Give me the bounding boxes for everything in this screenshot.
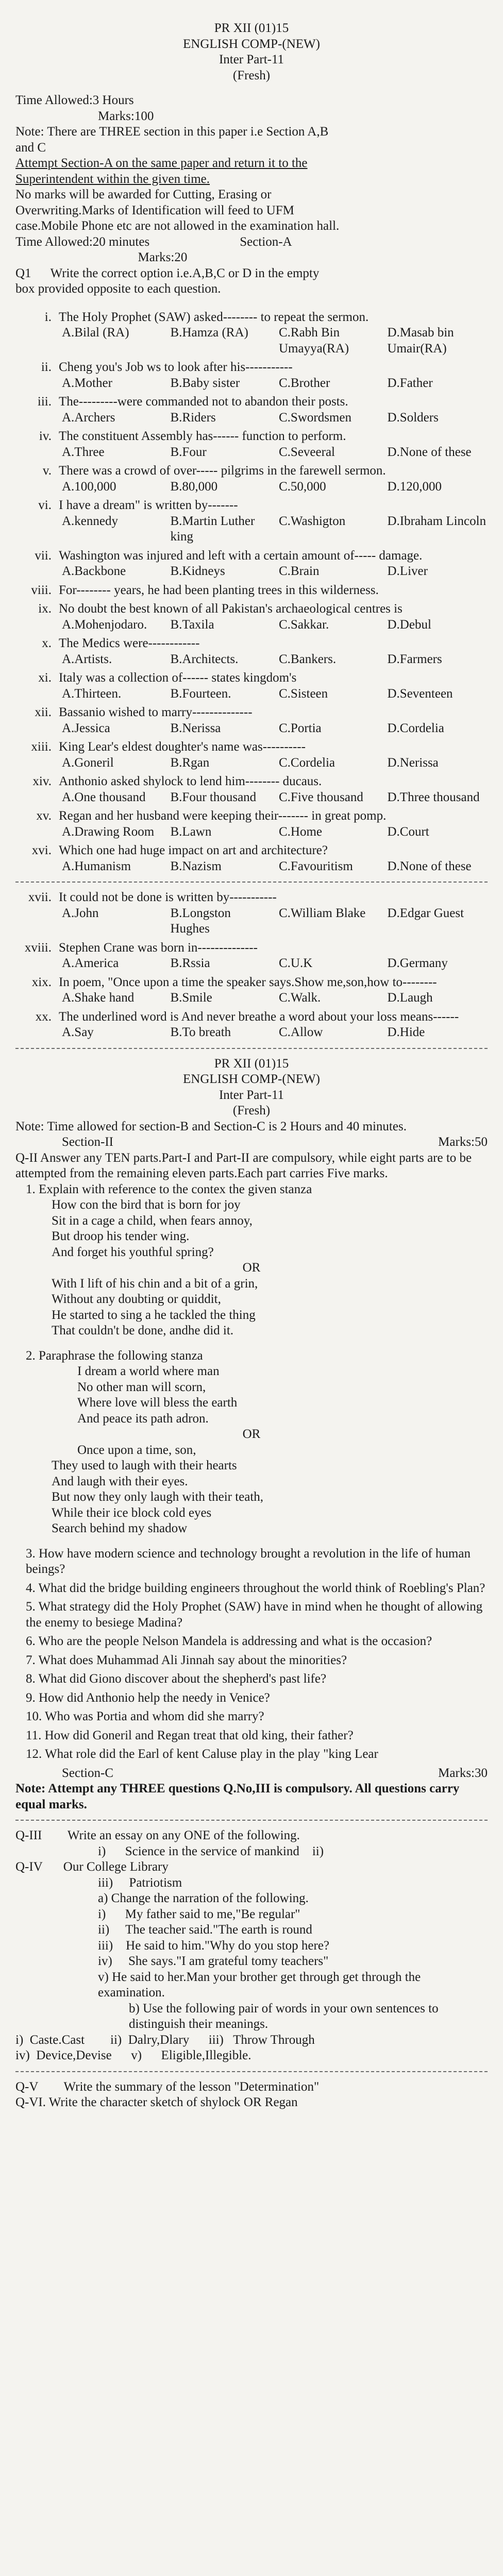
mcq-number: iii.	[37, 395, 52, 409]
paper-subject: ENGLISH COMP-(NEW)	[183, 37, 320, 51]
mcq-question: The---------were commanded not to abandon their posts.	[59, 395, 348, 409]
mcq-question-line	[15, 463, 488, 479]
mcq-options	[15, 906, 488, 937]
mcq-option[interactable]: A.Mother	[62, 376, 112, 390]
mcq-option[interactable]: C.Swordsmen	[279, 410, 351, 425]
question-4-part-b: b) Use the following pair of words in your own sentences to distinguish their meanings.	[129, 2001, 439, 2031]
mcq-option[interactable]: A.Three	[62, 445, 105, 459]
mcq-options	[15, 564, 488, 580]
paper-subject: ENGLISH COMP-(NEW)	[183, 1072, 320, 1086]
mcq-item	[15, 310, 488, 357]
mcq-options	[15, 617, 488, 633]
stanza-line: And laugh with their eyes.	[52, 1474, 188, 1488]
mcq-question: For-------- years, he had been planting trees in this wilderness.	[59, 583, 379, 597]
paper-code: PR XII (01)15	[214, 1056, 289, 1071]
mcq-option[interactable]: A.Shake hand	[62, 991, 135, 1005]
section-c-note: Note: Attempt any THREE questions Q.No,III is compulsory. All questions carry equal marks.	[15, 1782, 460, 1811]
mcq-option[interactable]: A.Goneril	[62, 755, 114, 770]
mcq-question: Anthonio asked shylock to lend him-------- ducaus.	[59, 774, 322, 788]
mcq-question: Bassanio wished to marry--------------	[59, 705, 253, 719]
stanza-line: How con the bird that is born for joy	[52, 1198, 241, 1212]
mcq-options	[15, 410, 488, 426]
mcq-number: ii.	[41, 360, 52, 374]
mcq-question-line	[15, 670, 488, 686]
mcq-option[interactable]: D.Ibraham Lincoln	[387, 514, 487, 528]
mcq-option[interactable]: A.Bilal (RA)	[62, 326, 129, 340]
mcq-item	[15, 548, 488, 580]
stanza-line: Search behind my shadow	[52, 1521, 188, 1535]
paper-fresh: (Fresh)	[232, 68, 271, 82]
section-b-marks: Marks:50	[438, 1135, 488, 1149]
mcq-option[interactable]: A.Mohenjodaro.	[62, 617, 147, 632]
section-c-title: Section-C	[62, 1766, 113, 1780]
mcq-options	[15, 652, 488, 668]
note-line: Note: There are THREE section in this paper i.e Section A,B	[15, 125, 329, 139]
mcq-question: The constituent Assembly has------ function to perform.	[59, 429, 346, 443]
stanza-line: Sit in a cage a child, when fears annoy,	[52, 1213, 253, 1228]
mcq-question: Which one had huge impact on art and architecture?	[59, 843, 328, 857]
mcq-option[interactable]: B.Baby sister	[170, 376, 240, 390]
mcq-option[interactable]: B.Riders	[170, 410, 216, 425]
mcq-options	[15, 445, 488, 461]
short-question: 9. How did Anthonio help the needy in Venice?	[26, 1690, 270, 1705]
mcq-number: ix.	[38, 602, 52, 616]
mcq-list	[15, 310, 488, 1041]
mcq-number: xiv.	[32, 774, 52, 788]
mcq-option[interactable]: C.Home	[279, 824, 323, 839]
mcq-option[interactable]: D.Three thousand	[387, 790, 480, 804]
q4-row	[15, 1859, 488, 1875]
stanza-4	[15, 1443, 488, 1537]
short-question: 4. What did the bridge building engineers throughout the world think of Roebling's Plan?	[26, 1581, 485, 1595]
question-3: Q-III Write an essay on any ONE of the following.	[15, 1828, 300, 1842]
mcq-item	[15, 670, 488, 702]
mcq-number: xviii.	[24, 940, 52, 955]
mcq-item	[15, 1009, 488, 1041]
question-5: Q-V Write the summary of the lesson "Determination"	[15, 2079, 320, 2094]
stanza-line: That couldn't be done, andhe did it.	[52, 1324, 234, 1337]
essay-topic: Our College Library	[63, 1860, 169, 1874]
mcq-number: x.	[42, 636, 52, 650]
narration-item: v) He said to her.Man your brother get through get through the examination.	[98, 1970, 421, 1999]
mcq-question-line	[15, 1009, 488, 1025]
mcq-number: xx.	[35, 1009, 52, 1024]
question-2-instructions: Q-II Answer any TEN parts.Part-I and Part-II are compulsory, while eight parts are to be attempted from the remaining eleven parts.Each part carries Five marks.	[15, 1150, 472, 1180]
mcq-option[interactable]: D.None of these	[387, 445, 472, 459]
mcq-number: xvi.	[31, 843, 52, 857]
time-allowed: Time Allowed:3 Hours	[15, 93, 134, 107]
mcq-option[interactable]: B.Rssia	[170, 956, 210, 970]
mcq-option[interactable]: D.Nerissa	[387, 755, 439, 770]
mcq-option[interactable]: C.U.K	[279, 956, 313, 970]
mcq-number: xiii.	[31, 740, 52, 754]
stanza-line: Where love will bless the earth	[77, 1396, 238, 1410]
mcq-options	[15, 755, 488, 771]
section-b-title-row	[15, 1134, 488, 1150]
mcq-item	[15, 394, 488, 426]
stanza-2	[15, 1276, 488, 1339]
mcq-question-line	[15, 705, 488, 721]
paper-part: Inter Part-11	[219, 1088, 284, 1102]
note-line: Q1 Write the correct option i.e.A,B,C or D in the empty	[15, 266, 320, 280]
mcq-option[interactable]: C.William Blake	[279, 906, 366, 920]
mcq-options	[15, 721, 488, 737]
stanza-line: I dream a world where man	[77, 1364, 220, 1378]
stanza-line: And peace its path adron.	[77, 1411, 209, 1426]
note-block	[15, 124, 488, 297]
mcq-option[interactable]: D.Masab bin Umair(RA)	[387, 326, 454, 355]
mcq-option[interactable]: C.Portia	[279, 721, 322, 735]
mcq-option[interactable]: B.Rgan	[170, 755, 210, 770]
mcq-option[interactable]: A.Backbone	[62, 564, 126, 578]
mcq-options	[15, 859, 488, 875]
mcq-options	[15, 990, 488, 1006]
question-2-part-1: 1. Explain with reference to the contex the given stanza	[26, 1182, 312, 1196]
mcq-option[interactable]: C.Walk.	[279, 991, 321, 1005]
note-line: and C	[15, 140, 46, 155]
mcq-question-line	[15, 808, 488, 824]
mcq-item	[15, 739, 488, 771]
mcq-number: iv.	[39, 429, 52, 443]
mcq-option[interactable]: B.Smile	[170, 991, 212, 1005]
mcq-options	[15, 790, 488, 806]
mcq-item	[15, 636, 488, 667]
short-question: 12. What role did the Earl of kent Caluse play in the play "king Lear	[26, 1747, 378, 1761]
mcq-question: There was a crowd of over----- pilgrims in the farewell sermon.	[59, 464, 386, 478]
mcq-option[interactable]: B.Fourteen.	[170, 686, 231, 701]
section-divider	[15, 882, 488, 883]
short-questions	[15, 1546, 488, 1762]
mcq-options	[15, 1025, 488, 1041]
mcq-question-line	[15, 739, 488, 755]
narration-item: i) My father said to me,"Be regular"	[98, 1907, 300, 1921]
mcq-item	[15, 583, 488, 599]
mcq-option[interactable]: A.100,000	[62, 479, 116, 494]
mcq-question: The Holy Prophet (SAW) asked-------- to repeat the sermon.	[59, 310, 369, 324]
mcq-options	[15, 956, 488, 972]
mcq-question: I have a dream" is written by-------	[59, 498, 238, 512]
mcq-option[interactable]: A.kennedy	[62, 514, 118, 528]
mcq-option[interactable]: D.Liver	[387, 564, 428, 578]
mcq-option[interactable]: C.Sisteen	[279, 686, 328, 701]
mcq-option[interactable]: D.Cordelia	[387, 721, 444, 735]
mcq-number: xix.	[31, 975, 52, 989]
note-line: No marks will be awarded for Cutting, Erasing or	[15, 188, 272, 201]
stanza-line: But droop his tender wing.	[52, 1229, 190, 1243]
stanza-1	[15, 1197, 488, 1260]
mcq-option[interactable]: A.America	[62, 956, 119, 970]
mcq-question-line	[15, 601, 488, 617]
mcq-question-line	[15, 394, 488, 410]
mcq-options	[15, 325, 488, 357]
mcq-question-line	[15, 975, 488, 991]
mcq-options	[15, 824, 488, 840]
mcq-options	[15, 686, 488, 702]
mcq-question: The underlined word is And never breathe a word about your loss means------	[59, 1009, 459, 1024]
mcq-option[interactable]: C.Brother	[279, 376, 330, 390]
mcq-number: viii.	[31, 583, 52, 597]
short-question: 10. Who was Portia and whom did she marry?	[26, 1709, 264, 1723]
mcq-option[interactable]: C.Rabh Bin Umayya(RA)	[279, 326, 349, 355]
mcq-item	[15, 360, 488, 391]
mcq-question-line	[15, 583, 488, 599]
paper-part: Inter Part-11	[219, 53, 284, 66]
mcq-option[interactable]: A.Say	[62, 1025, 94, 1039]
mcq-question: King Lear's eldest doughter's name was----------	[59, 740, 306, 754]
mcq-option[interactable]: A.John	[62, 906, 99, 920]
mcq-question-line	[15, 360, 488, 376]
section-divider	[15, 1048, 488, 1049]
note-line: Time Allowed:20 minutes Section-A	[15, 234, 292, 249]
section-divider	[15, 1820, 488, 1821]
mcq-option[interactable]: D.Father	[387, 376, 433, 390]
mcq-option[interactable]: A.Humanism	[62, 859, 131, 873]
mcq-number: xvii.	[28, 890, 52, 904]
mcq-item	[15, 808, 488, 840]
mcq-question-line	[15, 498, 488, 514]
mcq-option[interactable]: A.Archers	[62, 410, 115, 425]
mcq-option[interactable]: B.Four thousand	[170, 790, 257, 804]
stanza-line: He started to sing a he tackled the thing	[52, 1308, 256, 1322]
mcq-option[interactable]: D.None of these	[387, 859, 472, 873]
or-label: OR	[242, 1427, 261, 1441]
mcq-option[interactable]: D.Laugh	[387, 991, 433, 1005]
question-4-part-a: a) Change the narration of the following.	[98, 1891, 309, 1905]
mcq-options	[15, 479, 488, 495]
stanza-line: Once upon a time, son,	[77, 1443, 196, 1457]
mcq-number: xv.	[36, 809, 52, 823]
stanza-line: And forget his youthful spring?	[52, 1245, 214, 1259]
mcq-number: xii.	[35, 705, 52, 719]
mcq-option[interactable]: B.Kidneys	[170, 564, 225, 578]
mcq-option[interactable]: B.Lawn	[170, 824, 212, 839]
mcq-question: The Medics were------------	[59, 636, 200, 650]
mcq-option[interactable]: C.Brain	[279, 564, 320, 578]
mcq-item	[15, 774, 488, 805]
stanza-line: No other man will scorn,	[77, 1380, 206, 1394]
mcq-option[interactable]: A.One thousand	[62, 790, 146, 804]
section-c-title-row	[15, 1766, 488, 1782]
mcq-question-line	[15, 429, 488, 445]
mcq-item	[15, 601, 488, 633]
short-question: 11. How did Goneril and Regan treat that old king, their father?	[26, 1728, 354, 1742]
mcq-options	[15, 376, 488, 392]
mcq-option[interactable]: C.50,000	[279, 479, 326, 494]
mcq-option[interactable]: C.Bankers.	[279, 652, 337, 666]
short-question: 8. What did Giono discover about the shepherd's past life?	[26, 1672, 327, 1686]
mcq-question: Washington was injured and left with a certain amount of----- damage.	[59, 548, 423, 563]
narration-item: iv) She says."I am grateful tomy teachers"	[98, 1954, 329, 1968]
mcq-option[interactable]: B.Martin Luther king	[170, 514, 255, 544]
mcq-option[interactable]: B.Longston Hughes	[170, 906, 231, 936]
mcq-number: vii.	[35, 548, 52, 563]
mcq-item	[15, 843, 488, 874]
question-6: Q-VI. Write the character sketch of shylock OR Regan	[15, 2095, 298, 2109]
mcq-number: vi.	[38, 498, 52, 512]
essay-topic: i) Science in the service of mankind ii)	[98, 1844, 324, 1858]
or-label: OR	[242, 1261, 261, 1275]
section-divider	[15, 2071, 488, 2072]
stanza-3	[15, 1364, 488, 1427]
mcq-option[interactable]: D.120,000	[387, 479, 442, 494]
mcq-question: No doubt the best known of all Pakistan's archaeological centres is	[59, 602, 403, 616]
mcq-option[interactable]: A.Artists.	[62, 652, 112, 666]
mcq-option[interactable]: D.Farmers	[387, 652, 442, 666]
narration-list	[15, 1907, 488, 2001]
mcq-option[interactable]: B.Architects.	[170, 652, 239, 666]
section-c-marks: Marks:30	[438, 1766, 488, 1780]
mcq-question: Cheng you's Job ws to look after his-----------	[59, 360, 293, 374]
mcq-option[interactable]: B.Hamza (RA)	[170, 326, 248, 340]
mcq-option[interactable]: B.Four	[170, 445, 207, 459]
mcq-question-line	[15, 636, 488, 652]
mcq-option[interactable]: D.Debul	[387, 617, 431, 632]
mcq-item	[15, 940, 488, 972]
narration-item: ii) The teacher said."The earth is round	[98, 1923, 312, 1937]
mcq-item	[15, 429, 488, 460]
short-question: 3. How have modern science and technology brought a revolution in the life of human beings?	[26, 1546, 471, 1576]
mcq-question-line	[15, 890, 488, 906]
stanza-line: While their ice block cold eyes	[52, 1505, 212, 1520]
mcq-question: It could not be done is written by-----------	[59, 890, 277, 904]
note-line: Superintendent within the given time.	[15, 172, 210, 186]
mcq-option[interactable]: C.Cordelia	[279, 755, 336, 770]
paper-code: PR XII (01)15	[214, 21, 289, 35]
mcq-option[interactable]: B.Taxila	[170, 617, 214, 632]
mcq-option[interactable]: A.Drawing Room	[62, 824, 155, 839]
mcq-option[interactable]: A.Thirteen.	[62, 686, 122, 701]
mcq-option[interactable]: D.Hide	[387, 1025, 425, 1039]
mcq-number: v.	[42, 464, 52, 478]
mcq-question-line	[15, 548, 488, 564]
mcq-option[interactable]: C.Seveeral	[279, 445, 335, 459]
note-line: Marks:20	[15, 250, 188, 264]
total-marks: Marks:100	[98, 109, 154, 123]
mcq-question: In poem, "Once upon a time the speaker says.Show me,son,how to--------	[59, 975, 437, 989]
word-pair-line: i) Caste.Cast ii) Dalry,Dlary iii) Throw Through	[15, 2032, 315, 2047]
mcq-option[interactable]: B.To breath	[170, 1025, 231, 1039]
stanza-line: Without any doubting or quiddit,	[52, 1292, 221, 1306]
mcq-option[interactable]: D.Solders	[387, 410, 439, 425]
note-line: Attempt Section-A on the same paper and return it to the	[15, 156, 308, 170]
mcq-number: i.	[44, 310, 52, 324]
question-4-label: Q-IV	[15, 1860, 43, 1874]
mcq-option[interactable]: D.Court	[387, 824, 429, 839]
mcq-question-line	[15, 940, 488, 956]
mcq-option[interactable]: D.Edgar Guest	[387, 906, 464, 920]
mcq-option[interactable]: D.Seventeen	[387, 686, 453, 701]
mcq-item	[15, 890, 488, 937]
mcq-option[interactable]: B.Nazism	[170, 859, 222, 873]
section-b-title: Section-II	[62, 1135, 113, 1149]
mcq-item	[15, 498, 488, 545]
paper-fresh: (Fresh)	[232, 1104, 271, 1117]
short-question: 7. What does Muhammad Ali Jinnah say about the minorities?	[26, 1653, 347, 1667]
question-2-part-2: 2. Paraphrase the following stanza	[26, 1348, 203, 1363]
word-pair-line: iv) Device,Devise v) Eligible,Illegible.	[15, 2048, 252, 2062]
mcq-question: Stephen Crane was born in--------------	[59, 940, 258, 955]
note-line: box provided opposite to each question.	[15, 282, 221, 296]
mcq-option[interactable]: C.Five thousand	[279, 790, 363, 804]
mcq-question-line	[15, 310, 488, 326]
paper-header	[15, 21, 488, 83]
stanza-line: With I lift of his chin and a bit of a grin,	[52, 1276, 258, 1291]
section-b-header	[15, 1056, 488, 1119]
mcq-item	[15, 705, 488, 736]
short-question: 5. What strategy did the Holy Prophet (SAW) have in mind when he thought of allowing the enemy to besiege Madina?	[26, 1600, 483, 1630]
mcq-option[interactable]: C.Washigton	[279, 514, 346, 528]
essay-topic: iii) Patriotism	[98, 1875, 182, 1890]
mcq-option[interactable]: A.Jessica	[62, 721, 110, 735]
mcq-option[interactable]: C.Favouritism	[279, 859, 353, 873]
narration-item: iii) He said to him."Why do you stop here?	[98, 1938, 330, 1953]
stanza-line: But now they only laugh with their teath,	[52, 1490, 264, 1504]
mcq-item	[15, 975, 488, 1006]
stanza-line: They used to laugh with their hearts	[52, 1459, 237, 1472]
mcq-question: Italy was a collection of------ states kingdom's	[59, 671, 297, 685]
mcq-option[interactable]: B.Nerissa	[170, 721, 221, 735]
mcq-option[interactable]: C.Sakkar.	[279, 617, 329, 632]
mcq-option[interactable]: C.Allow	[279, 1025, 323, 1039]
mcq-options	[15, 514, 488, 545]
mcq-question: Regan and her husband were keeping their------- in great pomp.	[59, 809, 387, 823]
note-line: case.Mobile Phone etc are not allowed in the examination hall.	[15, 219, 340, 233]
short-question: 6. Who are the people Nelson Mandela is addressing and what is the occasion?	[26, 1634, 432, 1648]
mcq-question-line	[15, 774, 488, 790]
note-line: Overwriting.Marks of Identification will feed to UFM	[15, 203, 294, 217]
time-note: Note: Time allowed for section-B and Section-C is 2 Hours and 40 minutes.	[15, 1119, 407, 1133]
mcq-option[interactable]: D.Germany	[387, 956, 448, 970]
mcq-number: xi.	[38, 671, 52, 685]
mcq-option[interactable]: B.80,000	[170, 479, 218, 494]
mcq-item	[15, 463, 488, 495]
mcq-question-line	[15, 843, 488, 859]
